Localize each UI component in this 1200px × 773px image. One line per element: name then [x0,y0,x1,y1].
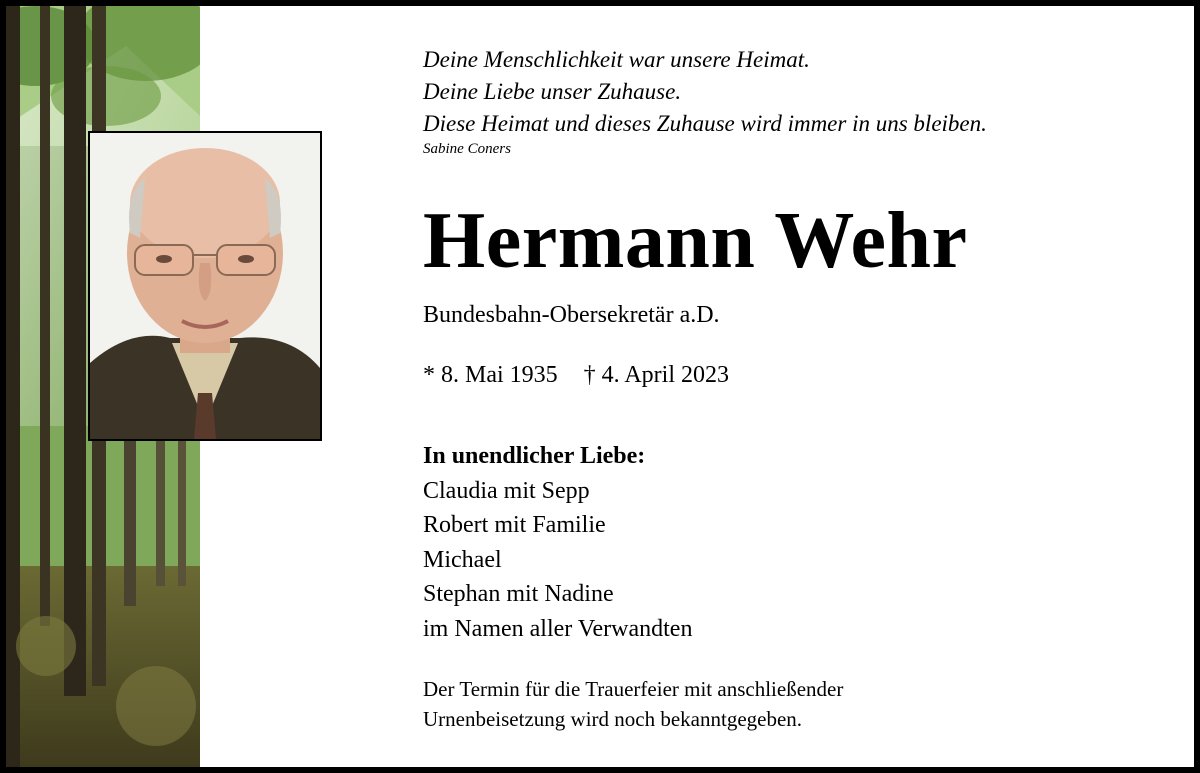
notice-line: Der Termin für die Trauerfeier mit anschließender [423,677,844,701]
death-date: † 4. April 2023 [583,362,730,388]
mourner-name: Michael [423,546,502,573]
mourner-name: Stephan mit Nadine [423,581,614,607]
mourners-heading: In unendlicher Liebe: [423,443,646,469]
notice-line: Urnenbeisetzung wird noch bekanntgegeben. [423,707,803,731]
poem-author: Sabine Coners [423,141,511,157]
portrait-photo [88,131,322,441]
life-dates [423,362,729,389]
funeral-notice [423,674,843,734]
mourner-name: Robert mit Familie [423,512,606,538]
deceased-name: Hermann Wehr [423,197,968,285]
poem-line: Deine Menschlichkeit war unsere Heimat. [423,47,810,72]
poem-line: Deine Liebe unser Zuhause. [423,79,682,104]
mourner-name: Claudia mit Sepp [423,477,590,504]
mourners-list [423,439,692,646]
deceased-title: Bundesbahn-Obersekretär a.D. [423,302,720,328]
poem-line: Diese Heimat und dieses Zuhause wird immer in uns bleiben. [423,111,987,136]
poem [423,44,987,140]
mourner-name: im Namen aller Verwandten [423,615,693,642]
birth-date: * 8. Mai 1935 [423,362,558,388]
